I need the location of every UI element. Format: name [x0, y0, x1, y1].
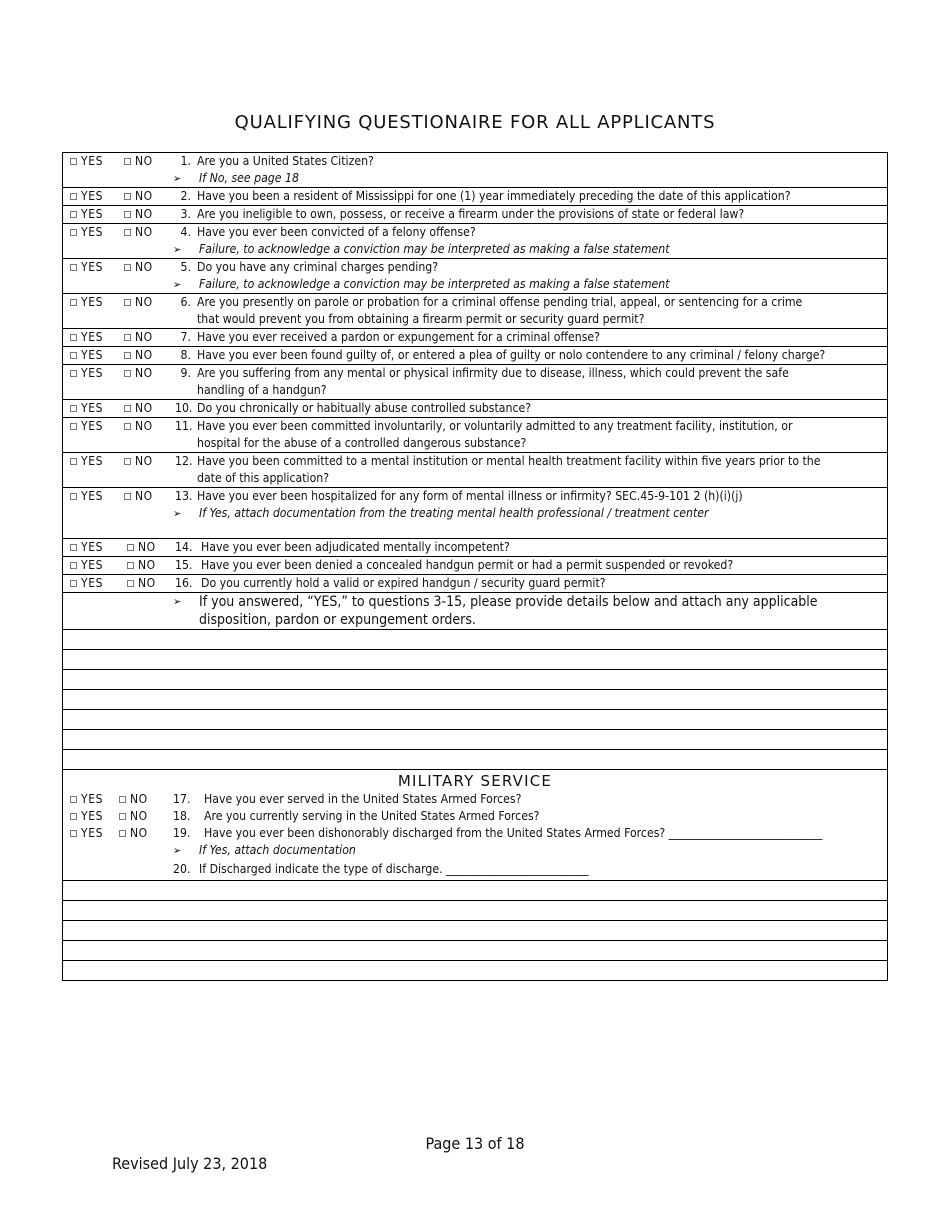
question-number: 3. — [180, 207, 191, 221]
no-checkbox-16[interactable]: NO — [127, 575, 156, 592]
yes-checkbox-9[interactable]: YES — [70, 365, 103, 382]
question-number: 16. — [175, 576, 193, 590]
no-checkbox-4[interactable]: NO — [124, 224, 153, 241]
question-text: Have you ever received a pardon or expungement for a criminal offense? — [197, 330, 600, 344]
checkbox-icon — [124, 299, 131, 306]
no-checkbox-11[interactable]: NO — [124, 418, 153, 435]
military-blank-line[interactable] — [62, 941, 888, 961]
checkbox-icon — [70, 458, 77, 465]
question-text-continued: hospital for the abuse of a controlled dangerous substance? — [197, 436, 527, 450]
checkbox-icon — [127, 544, 134, 551]
yes-checkbox-2[interactable]: YES — [70, 188, 103, 205]
question-text-continued: handling of a handgun? — [197, 383, 327, 397]
arrow-bullet-icon: ➢ — [173, 844, 182, 857]
checkbox-icon — [70, 229, 77, 236]
question-text: Are you presently on parole or probation for a criminal offense pending trial, appeal, or sentencing for a crime — [197, 295, 803, 309]
checkbox-icon — [70, 405, 77, 412]
no-checkbox-14[interactable]: NO — [127, 539, 156, 556]
question-text: Are you ineligible to own, possess, or receive a firearm under the provisions of state or federal law? — [197, 207, 745, 221]
question-number: 4. — [180, 225, 191, 239]
military-service-heading: MILITARY SERVICE — [397, 772, 553, 790]
question-text: Do you chronically or habitually abuse controlled substance? — [197, 401, 532, 415]
yes-checkbox-16[interactable]: YES — [70, 575, 103, 592]
military-blank-line[interactable] — [62, 961, 888, 981]
question-note: If No, see page 18 — [199, 171, 299, 185]
page-number: Page 13 of 18 — [425, 1134, 525, 1153]
question-row-12 — [62, 453, 888, 488]
question-text-continued: date of this application? — [197, 471, 330, 485]
question-note: Failure, to acknowledge a conviction may be interpreted as making a false statement — [199, 242, 670, 256]
checkbox-icon — [119, 796, 126, 803]
question-number: 2. — [180, 189, 191, 203]
checkbox-icon — [70, 796, 77, 803]
checkbox-icon — [70, 813, 77, 820]
checkbox-icon — [70, 211, 77, 218]
question-number: 5. — [180, 260, 191, 274]
details-instruction-continued: disposition, pardon or expungement orders. — [199, 612, 476, 628]
checkbox-icon — [124, 193, 131, 200]
no-checkbox-19[interactable]: NO — [119, 825, 148, 842]
question-row-4 — [62, 224, 888, 259]
yes-checkbox-3[interactable]: YES — [70, 206, 103, 223]
checkbox-icon — [124, 423, 131, 430]
question-text: Are you currently serving in the United States Armed Forces? — [204, 809, 540, 823]
question-number: 9. — [180, 366, 191, 380]
question-row-13 — [62, 488, 888, 539]
question-number: 15. — [175, 558, 193, 572]
no-checkbox-3[interactable]: NO — [124, 206, 153, 223]
yes-checkbox-6[interactable]: YES — [70, 294, 103, 311]
question-text: Do you currently hold a valid or expired handgun / security guard permit? — [201, 576, 606, 590]
question-text: Are you suffering from any mental or physical infirmity due to disease, illness, which could prevent the safe — [197, 366, 789, 380]
checkbox-icon — [124, 370, 131, 377]
question-number: 13. — [175, 489, 193, 503]
arrow-bullet-icon: ➢ — [173, 507, 182, 520]
no-checkbox-2[interactable]: NO — [124, 188, 153, 205]
yes-checkbox-4[interactable]: YES — [70, 224, 103, 241]
yes-checkbox-10[interactable]: YES — [70, 400, 103, 417]
details-blank-line[interactable] — [62, 690, 888, 710]
question-number: 10. — [175, 401, 193, 415]
question-row-10 — [62, 400, 888, 418]
revision-date: Revised July 23, 2018 — [112, 1154, 268, 1173]
question-text: Have you ever been dishonorably discharged from the United States Armed Forces? ____________________________ — [204, 826, 823, 840]
checkbox-icon — [124, 493, 131, 500]
military-blank-line[interactable] — [62, 921, 888, 941]
arrow-bullet-icon: ➢ — [173, 243, 182, 256]
question-row-6 — [62, 294, 888, 329]
question-row-3 — [62, 206, 888, 224]
yes-checkbox-19[interactable]: YES — [70, 825, 103, 842]
details-blank-line[interactable] — [62, 650, 888, 670]
checkbox-icon — [124, 229, 131, 236]
no-checkbox-1[interactable]: NO — [124, 153, 153, 170]
question-row-11 — [62, 418, 888, 453]
checkbox-icon — [127, 580, 134, 587]
checkbox-icon — [70, 830, 77, 837]
question-row-15 — [62, 557, 888, 575]
military-blank-line[interactable] — [62, 901, 888, 921]
no-checkbox-6[interactable]: NO — [124, 294, 153, 311]
yes-checkbox-18[interactable]: YES — [70, 808, 103, 825]
details-instruction: If you answered, “YES,” to questions 3-15, please provide details below and attach any applicable — [199, 594, 818, 610]
checkbox-icon — [119, 830, 126, 837]
military-blank-line[interactable] — [62, 881, 888, 901]
checkbox-icon — [119, 813, 126, 820]
checkbox-icon — [124, 352, 131, 359]
question-text: Have you ever been denied a concealed handgun permit or had a permit suspended or revoked? — [201, 558, 734, 572]
details-blank-line[interactable] — [62, 750, 888, 770]
question-number: 12. — [175, 454, 193, 468]
question-text-continued: that would prevent you from obtaining a firearm permit or security guard permit? — [197, 312, 645, 326]
details-blank-line[interactable] — [62, 630, 888, 650]
question-text: Do you have any criminal charges pending? — [197, 260, 439, 274]
question-text: Have you ever been found guilty of, or entered a plea of guilty or nolo contendere to any criminal / felony charge? — [197, 348, 826, 362]
question-number: 8. — [180, 348, 191, 362]
no-checkbox-7[interactable]: NO — [124, 329, 153, 346]
question-text: Have you been a resident of Mississippi for one (1) year immediately preceding the date of this application? — [197, 189, 791, 203]
checkbox-icon — [70, 544, 77, 551]
yes-checkbox-7[interactable]: YES — [70, 329, 103, 346]
checkbox-icon — [70, 158, 77, 165]
no-checkbox-10[interactable]: NO — [124, 400, 153, 417]
military-note: If Yes, attach documentation — [199, 843, 356, 857]
military-service-section — [62, 770, 888, 881]
question-text: Have you been committed to a mental institution or mental health treatment facility within five years prior to the — [197, 454, 821, 468]
question-number: 18. — [173, 809, 191, 823]
question-text: Are you a United States Citizen? — [197, 154, 374, 168]
question-text: Have you ever been committed involuntarily, or voluntarily admitted to any treatment facility, institution, or — [197, 419, 793, 433]
yes-checkbox-17[interactable]: YES — [70, 791, 103, 808]
question-text: Have you ever served in the United States Armed Forces? — [204, 792, 522, 806]
checkbox-icon — [70, 334, 77, 341]
checkbox-icon — [70, 493, 77, 500]
arrow-bullet-icon: ➢ — [173, 595, 182, 608]
checkbox-icon — [70, 193, 77, 200]
question-row-9 — [62, 365, 888, 400]
checkbox-icon — [124, 334, 131, 341]
question-number: 14. — [175, 540, 193, 554]
discharge-type-field[interactable]: If Discharged indicate the type of discharge. __________________________ — [199, 862, 589, 876]
arrow-bullet-icon: ➢ — [173, 172, 182, 185]
checkbox-icon — [70, 299, 77, 306]
question-number: 7. — [180, 330, 191, 344]
checkbox-icon — [70, 264, 77, 271]
question-row-2 — [62, 188, 888, 206]
question-row-14 — [62, 539, 888, 557]
no-checkbox-17[interactable]: NO — [119, 791, 148, 808]
yes-checkbox-11[interactable]: YES — [70, 418, 103, 435]
question-row-16 — [62, 575, 888, 593]
no-checkbox-18[interactable]: NO — [119, 808, 148, 825]
question-number: 19. — [173, 826, 191, 840]
question-note: If Yes, attach documentation from the treating mental health professional / treatment center — [199, 506, 709, 520]
details-blank-line[interactable] — [62, 710, 888, 730]
question-number: 1. — [180, 154, 191, 168]
question-text: Have you ever been convicted of a felony offense? — [197, 225, 476, 239]
questionnaire-table — [62, 152, 888, 981]
checkbox-icon — [70, 580, 77, 587]
checkbox-icon — [124, 264, 131, 271]
question-row-8 — [62, 347, 888, 365]
yes-checkbox-12[interactable]: YES — [70, 453, 103, 470]
question-row-1 — [62, 152, 888, 188]
details-blank-line[interactable] — [62, 730, 888, 750]
question-row-7 — [62, 329, 888, 347]
no-checkbox-9[interactable]: NO — [124, 365, 153, 382]
question-text: Have you ever been adjudicated mentally incompetent? — [201, 540, 510, 554]
question-number: 6. — [180, 295, 191, 309]
question-note: Failure, to acknowledge a conviction may be interpreted as making a false statement — [199, 277, 670, 291]
checkbox-icon — [70, 352, 77, 359]
checkbox-icon — [124, 405, 131, 412]
yes-checkbox-8[interactable]: YES — [70, 347, 103, 364]
checkbox-icon — [70, 370, 77, 377]
no-checkbox-13[interactable]: NO — [124, 488, 153, 505]
question-number: 11. — [175, 419, 193, 433]
checkbox-icon — [70, 562, 77, 569]
page-title: QUALIFYING QUESTIONAIRE FOR ALL APPLICANTS — [234, 112, 716, 133]
arrow-bullet-icon: ➢ — [173, 278, 182, 291]
details-blank-line[interactable] — [62, 670, 888, 690]
yes-checkbox-13[interactable]: YES — [70, 488, 103, 505]
question-number: 17. — [173, 792, 191, 806]
yes-checkbox-15[interactable]: YES — [70, 557, 103, 574]
yes-checkbox-14[interactable]: YES — [70, 539, 103, 556]
question-text: Have you ever been hospitalized for any form of mental illness or infirmity? SEC.45-9-101 2 (h)(i)(j) — [197, 489, 743, 503]
checkbox-icon — [124, 211, 131, 218]
checkbox-icon — [124, 158, 131, 165]
yes-checkbox-5[interactable]: YES — [70, 259, 103, 276]
details-instruction-row — [62, 593, 888, 630]
checkbox-icon — [124, 458, 131, 465]
no-checkbox-5[interactable]: NO — [124, 259, 153, 276]
no-checkbox-8[interactable]: NO — [124, 347, 153, 364]
checkbox-icon — [127, 562, 134, 569]
no-checkbox-15[interactable]: NO — [127, 557, 156, 574]
checkbox-icon — [70, 423, 77, 430]
yes-checkbox-1[interactable]: YES — [70, 153, 103, 170]
question-number: 20. — [173, 862, 191, 876]
question-row-5 — [62, 259, 888, 294]
no-checkbox-12[interactable]: NO — [124, 453, 153, 470]
